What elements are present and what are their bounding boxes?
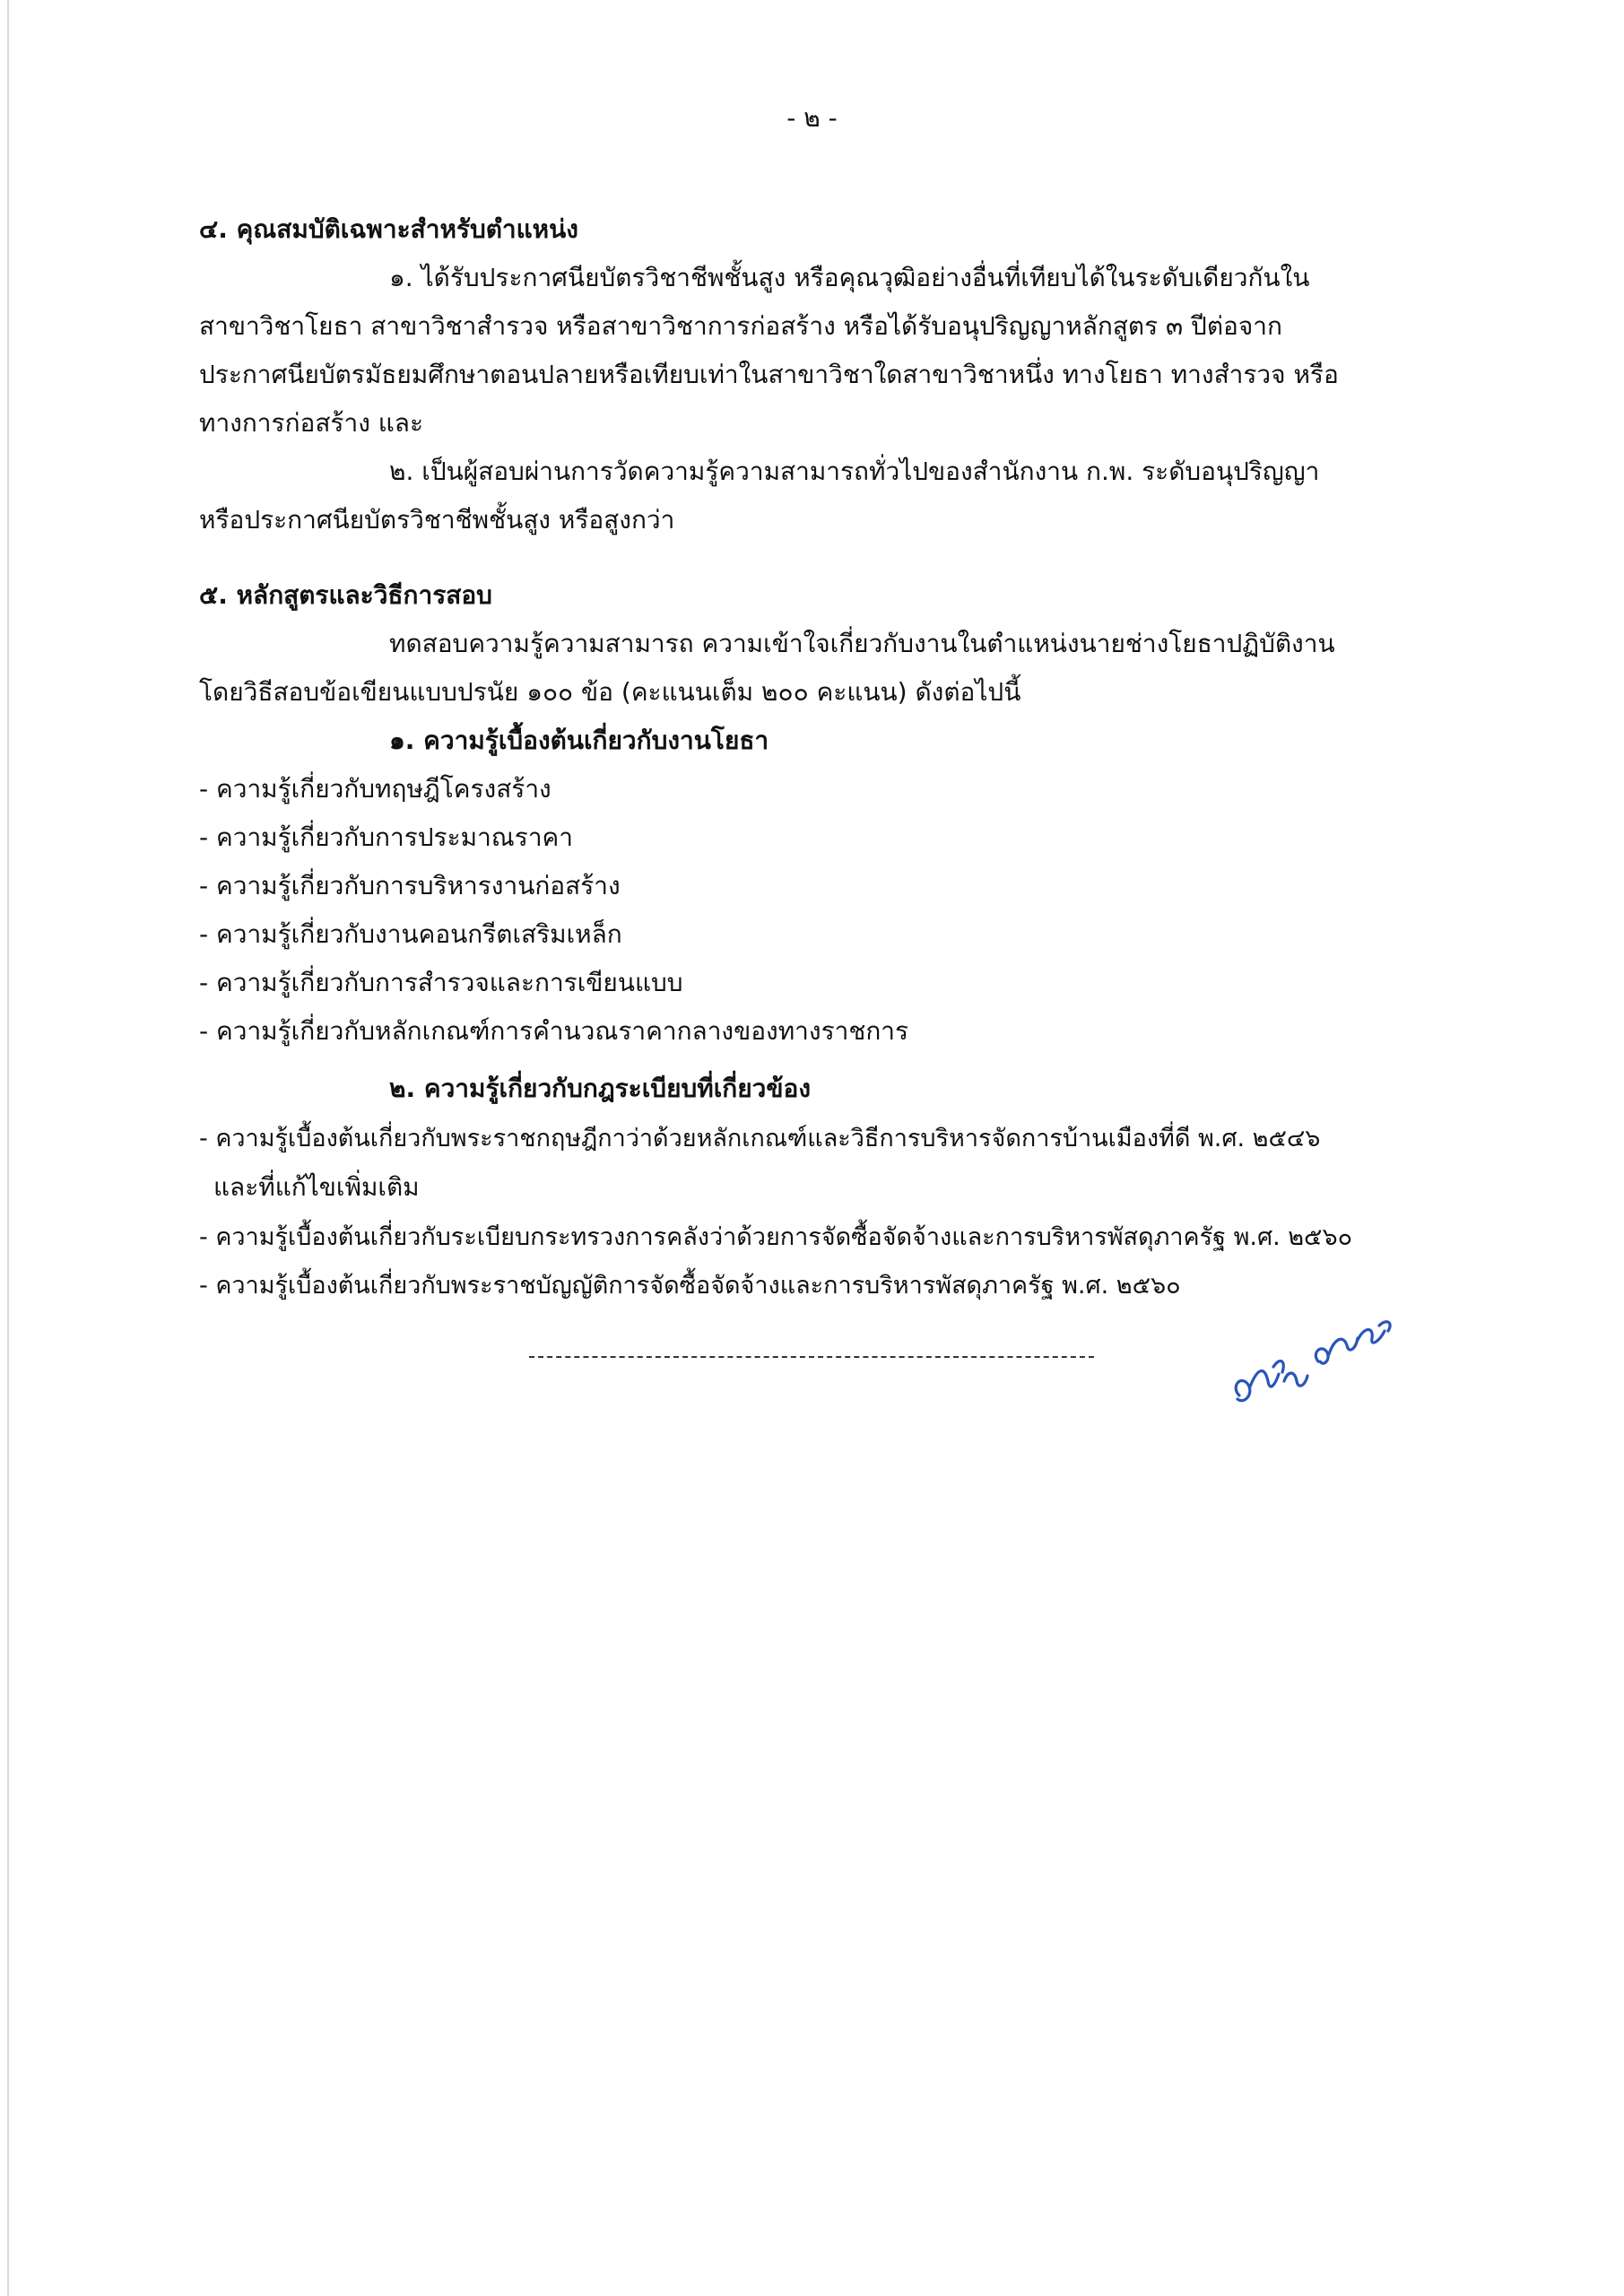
section-4-item-2-line-1: ๒. เป็นผู้สอบผ่านการวัดความรู้ความสามารถทั่วไปของสำนักงาน ก.พ. ระดับอนุปริญญา	[389, 457, 1320, 486]
handwritten-signature	[1221, 1299, 1401, 1415]
topic-1-list-item: - ความรู้เกี่ยวกับหลักเกณฑ์การคำนวณราคากลางของทางราชการ	[199, 1016, 909, 1046]
topic-2-item-2: - ความรู้เบื้องต้นเกี่ยวกับระเบียบกระทรวงการคลังว่าด้วยการจัดซื้อจัดจ้างและการบริหารพัสดุภาครัฐ พ.ศ. ๒๕๖๐	[199, 1223, 1353, 1251]
section-4-item-1-line-3: ประกาศนียบัตรมัธยมศึกษาตอนปลายหรือเทียบเท่าในสาขาวิชาใดสาขาวิชาหนึ่ง ทางโยธา ทางสำรวจ หรือ	[199, 360, 1339, 389]
topic-2-item-1-line-1: - ความรู้เบื้องต้นเกี่ยวกับพระราชกฤษฎีกาว่าด้วยหลักเกณฑ์และวิธีการบริหารจัดการบ้านเมืองที่ดี พ.ศ. ๒๕๔๖	[199, 1125, 1321, 1152]
topic-1-list-item: - ความรู้เกี่ยวกับการประมาณราคา	[199, 822, 573, 852]
topic-2-heading: ๒. ความรู้เกี่ยวกับกฎระเบียบที่เกี่ยวข้อง	[389, 1074, 811, 1103]
topic-2-item-1-line-2: และที่แก้ไขเพิ่มเติม	[213, 1172, 420, 1202]
topic-2-item-3: - ความรู้เบื้องต้นเกี่ยวกับพระราชบัญญัติการจัดซื้อจัดจ้างและการบริหารพัสดุภาครัฐ พ.ศ. ๒๕๖๐	[199, 1272, 1181, 1300]
section-4-item-1-line-4: ทางการก่อสร้าง และ	[199, 408, 424, 438]
page-number: - ๒ -	[786, 103, 838, 133]
topic-1-list-item: - ความรู้เกี่ยวกับการสำรวจและการเขียนแบบ	[199, 968, 683, 997]
topic-1-list-item: - ความรู้เกี่ยวกับทฤษฎีโครงสร้าง	[199, 774, 551, 804]
topic-1-list-item: - ความรู้เกี่ยวกับงานคอนกรีตเสริมเหล็ก	[199, 919, 622, 949]
end-divider	[529, 1356, 1094, 1358]
section-4-heading: ๔. คุณสมบัติเฉพาะสำหรับตำแหน่ง	[199, 214, 578, 244]
section-5-intro-line-2: โดยวิธีสอบข้อเขียนแบบปรนัย ๑๐๐ ข้อ (คะแนนเต็ม ๒๐๐ คะแนน) ดังต่อไปนี้	[199, 677, 1021, 707]
section-5-intro-line-1: ทดสอบความรู้ความสามารถ ความเข้าใจเกี่ยวกับงานในตำแหน่งนายช่างโยธาปฏิบัติงาน	[389, 629, 1335, 658]
topic-1-list-item: - ความรู้เกี่ยวกับการบริหารงานก่อสร้าง	[199, 871, 621, 900]
section-5-heading: ๕. หลักสูตรและวิธีการสอบ	[199, 580, 492, 610]
scan-edge-line	[7, 0, 9, 2296]
section-4-item-2-line-2: หรือประกาศนียบัตรวิชาชีพชั้นสูง หรือสูงกว่า	[199, 505, 675, 535]
topic-1-heading: ๑. ความรู้เบื้องต้นเกี่ยวกับงานโยธา	[389, 726, 769, 755]
section-4-item-1-line-1: ๑. ได้รับประกาศนียบัตรวิชาชีพชั้นสูง หรือคุณวุฒิอย่างอื่นที่เทียบได้ในระดับเดียวกันใน	[389, 263, 1310, 292]
section-4-item-1-line-2: สาขาวิชาโยธา สาขาวิชาสำรวจ หรือสาขาวิชาการก่อสร้าง หรือได้รับอนุปริญญาหลักสูตร ๓ ปีต่อจาก	[199, 311, 1282, 341]
